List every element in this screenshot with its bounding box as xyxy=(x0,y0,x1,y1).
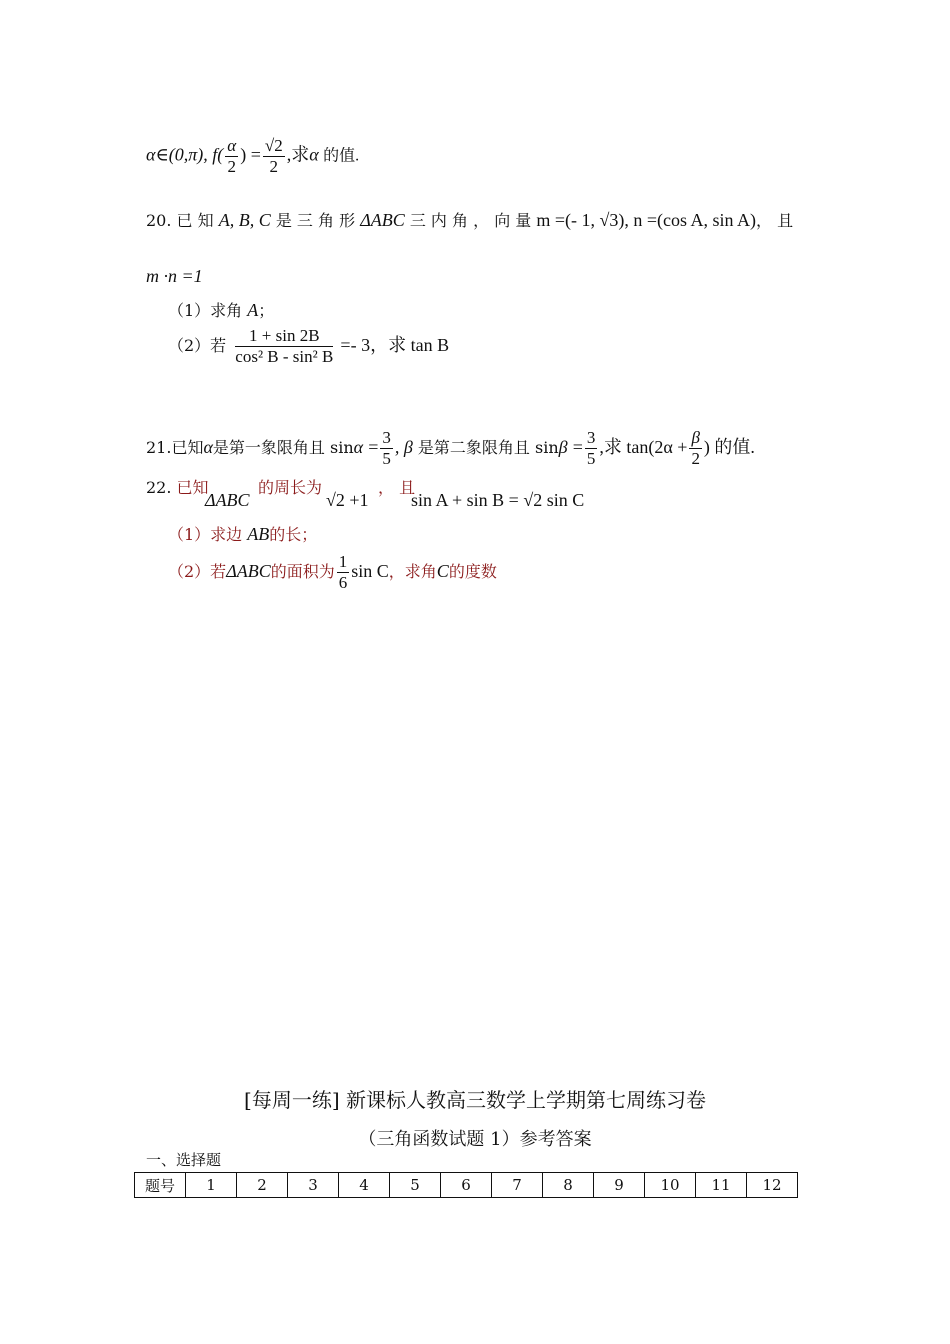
q20-number: 20. xyxy=(146,211,172,230)
q21-text: 是第一象限角且 sin xyxy=(212,438,354,457)
q22-triangle: ΔABC xyxy=(205,490,250,510)
q21-beta: β xyxy=(558,437,568,457)
q21-frac3 xyxy=(689,428,701,469)
q19-frac-den: 2 xyxy=(227,157,236,176)
q21-frac2-den: 5 xyxy=(586,449,596,468)
q20-vars: A, B, C xyxy=(218,210,271,230)
q22-part2-ask: ，求角 xyxy=(388,562,437,581)
table-cell: 7 xyxy=(492,1173,543,1198)
q20-vectors: m =(- 1, √3), n =(cos A, sin A) xyxy=(536,210,757,230)
q20-part1 xyxy=(168,300,274,321)
q22-part2-frac xyxy=(337,552,350,593)
q22-part1-var: AB xyxy=(247,524,270,544)
q22-part2 xyxy=(168,552,497,593)
q21-text: 已知 xyxy=(171,438,204,457)
q20-text: ， 且 xyxy=(756,211,794,230)
q20-text: 三 内 角 ， 向 量 xyxy=(409,211,532,230)
q22-part2-den: 6 xyxy=(338,573,348,592)
section-label: 一、选择题 xyxy=(146,1151,222,1169)
q20-part2 xyxy=(168,326,449,367)
q21-alpha: α xyxy=(353,437,364,457)
q21-frac1 xyxy=(380,428,393,469)
q20-part2-rhs: =- 3 xyxy=(340,335,371,355)
table-cell: 5 xyxy=(390,1173,441,1198)
q22-and: ， 且 xyxy=(378,478,416,497)
q22-part2-prefix: （2）若 xyxy=(168,562,227,581)
q21-ask: ,求 tan(2α + xyxy=(599,437,688,457)
q20-part2-den: cos² B - sin² B xyxy=(235,347,334,366)
q19-end: 的值. xyxy=(323,147,360,165)
table-cell: 1 xyxy=(186,1173,237,1198)
q20-part2-prefix: （2）若 xyxy=(168,336,227,355)
q22-number: 22. xyxy=(146,478,172,497)
q21-end: ) 的值. xyxy=(703,437,755,457)
table-row xyxy=(135,1173,798,1198)
answer-subtitle: （三角函数试题 1）参考答案 xyxy=(358,1129,592,1150)
q21-eq: = xyxy=(572,437,583,457)
table-cell: 3 xyxy=(288,1173,339,1198)
q21-eq: = xyxy=(368,437,379,457)
q19-line xyxy=(146,136,359,177)
table-cell: 12 xyxy=(747,1173,798,1198)
q20-line2: m ·n =1 xyxy=(146,266,203,286)
q22-part2-mid: 的面积为 xyxy=(270,562,335,581)
q19-var: α xyxy=(309,144,319,165)
table-cell: 4 xyxy=(339,1173,390,1198)
q19-eq: ) = xyxy=(240,144,261,165)
q21-frac3-den: 2 xyxy=(691,449,700,468)
q21-alpha: α xyxy=(203,437,213,457)
q22-part2-sin: sin C xyxy=(351,561,389,581)
q21-frac1-den: 5 xyxy=(382,449,391,468)
q22-part2-var: C xyxy=(436,561,449,581)
q22-condition: sin A + sin B = √2 sin C xyxy=(411,490,585,510)
q20-text: 已 知 xyxy=(176,211,214,230)
q21-frac2-num: 3 xyxy=(586,428,596,447)
q22-perimeter-value: √2 +1 xyxy=(326,490,369,510)
q21-frac1-num: 3 xyxy=(382,428,391,447)
q22-perimeter-label: 的周长为 xyxy=(258,478,323,497)
table-header-cell: 题号 xyxy=(135,1173,186,1198)
q19-frac xyxy=(225,136,238,177)
q20-part2-frac xyxy=(235,326,333,367)
q19-rhs xyxy=(263,136,285,177)
q21-beta: , β xyxy=(394,437,413,457)
q20-text: 是 三 角 形 xyxy=(275,211,356,230)
q21-text: 是第二象限角且 sin xyxy=(417,438,559,457)
table-cell: 2 xyxy=(237,1173,288,1198)
q22-part1-end: 的长； xyxy=(269,525,318,544)
q22-part2-num: 1 xyxy=(338,552,348,571)
answer-table xyxy=(134,1172,798,1198)
q21-frac3-num: β xyxy=(691,428,700,447)
table-cell: 10 xyxy=(645,1173,696,1198)
q22-text: 已知 xyxy=(176,478,209,497)
q19-rhs-den: 2 xyxy=(269,157,279,176)
q22-part2-end: 的度数 xyxy=(448,562,497,581)
q20-part1-var: A xyxy=(247,300,259,320)
q20-triangle: ΔABC xyxy=(360,210,405,230)
q21-number: 21. xyxy=(146,438,172,457)
table-cell: 11 xyxy=(696,1173,747,1198)
q19-cond: α∈(0,π), f( xyxy=(146,144,224,165)
q19-ask: ,求 xyxy=(286,144,310,165)
q21-line xyxy=(146,428,755,469)
q19-rhs-num: √2 xyxy=(264,136,283,155)
table-cell: 8 xyxy=(543,1173,594,1198)
q20-part1-end: ； xyxy=(258,301,275,320)
q22-line xyxy=(146,478,209,498)
q22-part1 xyxy=(168,524,317,545)
q20-part2-ask: ，求 tan B xyxy=(370,335,450,355)
answer-title: [每周一练] 新课标人教高三数学上学期第七周练习卷 xyxy=(244,1088,706,1112)
q20-part1-prefix: （1）求角 xyxy=(168,301,243,320)
q19-frac-num: α xyxy=(227,136,237,155)
q20-part2-num: 1 + sin 2B xyxy=(235,326,333,347)
q20-line1 xyxy=(146,210,793,231)
q21-frac2 xyxy=(585,428,598,469)
table-cell: 9 xyxy=(594,1173,645,1198)
table-cell: 6 xyxy=(441,1173,492,1198)
q22-part1-prefix: （1）求边 xyxy=(168,525,243,544)
q22-part2-triangle: ΔABC xyxy=(226,561,271,581)
